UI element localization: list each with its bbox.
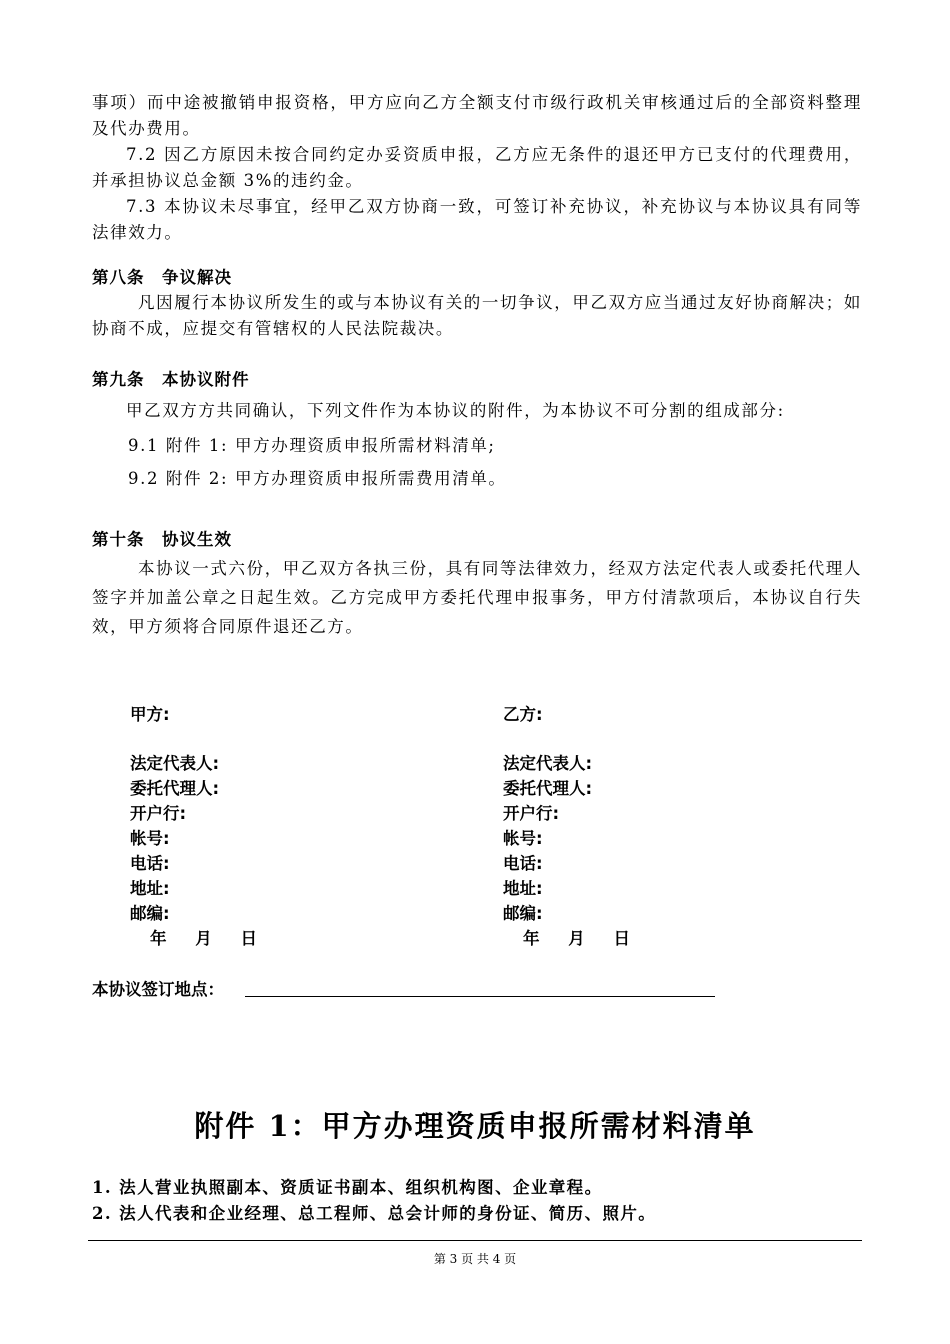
- clause9-body: 甲乙双方方共同确认，下列文件作为本协议的附件，为本协议不可分割的组成部分:: [126, 401, 785, 420]
- party-b-label: 乙方:: [503, 705, 543, 724]
- party-a-field: 委托代理人:: [130, 779, 220, 798]
- clause7-item-2: 7.2 因乙方原因未按合同约定办妥资质申报，乙方应无条件的退还甲方已支付的代理费用，并承担协议总金额 3%的违约金。: [92, 145, 862, 190]
- clause9-item-1: 9.1 附件 1: 甲方办理资质申报所需材料清单;: [128, 436, 496, 455]
- signing-place-blank-line: [245, 996, 715, 997]
- annex1-item: 2. 法人代表和企业经理、总工程师、总会计师的身份证、简历、照片。: [92, 1204, 657, 1223]
- clause7-continuation: 事项）而中途被撤销申报资格，甲方应向乙方全额支付市级行政机关审核通过后的全部资料整理及代办费用。: [92, 93, 862, 138]
- clause7-item-3: 7.3 本协议未尽事宜，经甲乙双方协商一致，可签订补充协议，补充协议与本协议具有同等法律效力。: [92, 197, 862, 242]
- party-a-signature-block: [130, 702, 257, 951]
- party-b-field: 邮编:: [503, 904, 543, 923]
- party-a-field: 地址:: [130, 879, 170, 898]
- clause10-heading: 第十条 协议生效: [92, 530, 232, 549]
- party-a-field: 帐号:: [130, 829, 170, 848]
- party-b-field: 开户行:: [503, 804, 560, 823]
- party-a-field: 电话:: [130, 854, 170, 873]
- clause10-body: 本协议一式六份，甲乙双方各执三份，具有同等法律效力，经双方法定代表人或委托代理人签字并加盖公章之日起生效。乙方完成甲方委托代理申报事务，甲方付清款项后，本协议自行失效，甲方须将合同原件退还乙方。: [92, 559, 862, 636]
- party-b-field: 帐号:: [503, 829, 543, 848]
- party-b-field: 法定代表人:: [503, 754, 593, 773]
- annex1-title: 附件 1：甲方办理资质申报所需材料清单: [194, 1109, 756, 1143]
- party-a-field: 邮编:: [130, 904, 170, 923]
- clause8-heading: 第八条 争议解决: [92, 268, 232, 287]
- party-a-label: 甲方:: [130, 705, 170, 724]
- party-a-date: 年 月 日: [150, 929, 257, 948]
- page-number: 第 3 页 共 4 页: [433, 1252, 517, 1266]
- clause9-heading: 第九条 本协议附件: [92, 370, 250, 389]
- party-b-signature-block: [503, 702, 630, 951]
- party-b-field: 电话:: [503, 854, 543, 873]
- party-b-date: 年 月 日: [523, 929, 630, 948]
- signing-place-label: 本协议签订地点：: [92, 980, 224, 999]
- party-b-field: 委托代理人:: [503, 779, 593, 798]
- party-b-field: 地址:: [503, 879, 543, 898]
- footer-divider: [88, 1240, 862, 1241]
- clause8-body: 凡因履行本协议所发生的或与本协议有关的一切争议，甲乙双方应当通过友好协商解决；如协商不成，应提交有管辖权的人民法院裁决。: [92, 293, 862, 338]
- party-a-field: 开户行:: [130, 804, 187, 823]
- annex1-item: 1. 法人营业执照副本、资质证书副本、组织机构图、企业章程。: [92, 1178, 603, 1197]
- clause9-item-2: 9.2 附件 2: 甲方办理资质申报所需费用清单。: [128, 469, 507, 488]
- party-a-field: 法定代表人:: [130, 754, 220, 773]
